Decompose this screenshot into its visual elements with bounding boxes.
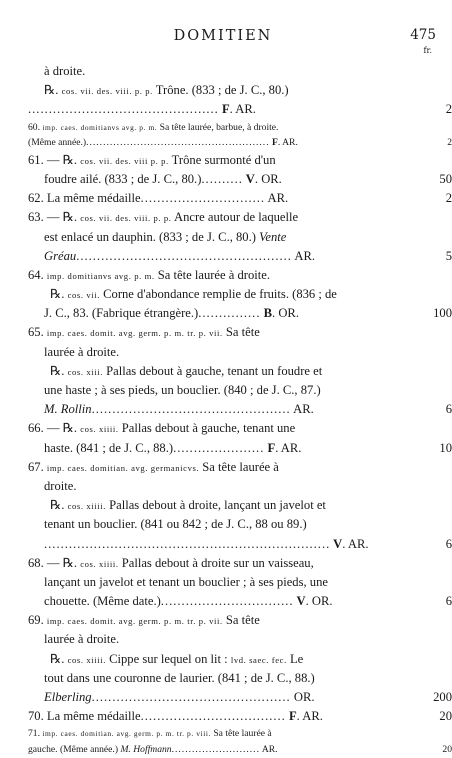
entry-text: une haste ; à ses pieds, un bouclier. (840 ; de J. C., 87.) [44,383,321,397]
entry-text: AR. [290,402,314,417]
entry-text: Ancre autour de laquelle [171,210,299,225]
entry-text: V [242,171,255,186]
entry-text: Cippe sur lequel on lit : [105,651,231,666]
entry-text: foudre ailé. (833 ; de J. C., 80.) [44,171,202,186]
legend-text: lvd. saec. fec. [230,654,287,665]
price-value: 50 [439,171,452,186]
catalogue-line [28,554,426,573]
catalogue-line [28,573,426,592]
catalogue-line [28,419,426,438]
catalogue-line [28,343,426,362]
legend-text: imp. caes. domitian. avg. germanicvs. [46,462,200,473]
catalogue-line [28,151,426,170]
dot-leader: .............................................. [28,102,219,117]
catalogue-line [28,688,452,707]
legend-text: imp. caes. domit. avg. germ. p. m. tr. p. vii. [46,616,223,627]
catalogue-line [28,535,452,554]
catalogue-line [28,611,426,630]
entry-text: 67. [28,459,47,474]
price-value: 20 [442,743,452,755]
entry-text: ℞. [50,498,68,513]
catalogue-line [28,592,452,611]
entry-text: Pallas debout à gauche, tenant une [118,421,296,436]
entry-text: ℞. [50,287,68,302]
dot-leader: ...................... [173,440,265,455]
entry-text: 70. La même médaille [28,709,141,724]
entry-text: . AR. [277,137,298,149]
entry-text: . AR. [296,709,323,724]
entry-text: à droite. [44,64,86,78]
dot-leader: .................................................... [76,248,292,263]
entry-text: droite. [44,478,77,493]
catalogue-line [28,707,452,726]
catalogue-line [28,170,452,189]
price-value: 2 [445,191,452,206]
dot-leader: ................................................ [91,402,291,417]
entry-text: tout dans une couronne de laurier. (841 ; de J. C., 88.) [44,670,315,685]
catalogue-line [28,120,426,136]
catalogue-line [28,62,426,81]
price-value: 2 [445,102,452,117]
legend-text: cos. xiiii. [67,654,106,665]
entry-text: . AR. [342,536,369,551]
entry-text: Elberling [44,690,92,704]
entry-text: B [260,306,273,321]
entry-text: . AR. [229,102,256,117]
entry-text: 69. [28,613,47,628]
legend-text: imp. caes. domitian. avg. germ. p. m. tr. p. viii. [42,729,211,739]
catalogue-line [28,496,426,515]
entry-text: lançant un javelot et tenant un bouclier ; à ses pieds, une [44,574,328,589]
entry-text: F [218,102,230,117]
currency-label: fr. [423,46,432,55]
entry-text: est enlacé un dauphin. (833 ; de J. C., 80.) [44,229,260,244]
entry-text: . OR. [254,171,282,186]
page-number: 475 [410,27,436,43]
catalogue-entries [28,62,452,758]
catalogue-line [28,458,426,477]
entry-text: laurée à droite. [44,344,120,359]
legend-text: cos. xiiii. [80,558,119,569]
entry-text: . AR. [275,440,302,455]
entry-text: ℞. [44,83,62,98]
catalogue-line [28,477,426,496]
entry-text: ℞. [50,651,68,666]
entry-text: Sa tête laurée à [199,459,279,474]
entry-text: AR. [291,248,316,263]
dot-leader: ...................................................... [86,137,270,149]
entry-text: tenant un bouclier. (841 ou 842 ; de J. C., 88 ou 89.) [44,517,307,532]
catalogue-line [28,362,426,381]
catalogue-line [28,135,452,151]
catalogue-line [28,381,426,400]
catalogue-line [28,669,426,688]
entry-text: . OR. [305,594,333,609]
catalogue-line [28,285,426,304]
catalogue-line [28,81,426,100]
entry-text: Sa tête [222,613,260,628]
catalogue-line [28,266,426,285]
price-value: 20 [439,709,452,724]
entry-text: Trône surmonté d'un [168,152,276,167]
dot-leader: ................................ [160,594,294,609]
catalogue-line [28,439,452,458]
entry-text: Pallas debout à gauche, tenant un foudre et [102,363,323,378]
entry-text: AR. [259,743,278,755]
entry-text: 63. — ℞. [28,210,81,225]
catalogue-line [28,323,426,342]
dot-leader: ..................................................................... [44,536,331,551]
entry-text: Sa tête laurée à [210,728,272,740]
legend-text: cos. vii. des. viii. p. p. [80,213,172,224]
entry-text: OR. [290,690,315,704]
entry-text: gauche. (Même année.) [28,743,121,755]
dot-leader: ................................... [140,709,286,724]
entry-text: (Même année.) [28,137,87,149]
catalogue-line [28,247,452,266]
catalogue-line [28,208,426,227]
legend-text: imp. caes. domit. avg. germ. p. m. tr. p. vii. [46,328,223,339]
entry-text: 66. — ℞. [28,421,81,436]
entry-text: . OR. [272,306,299,321]
catalogue-line [28,742,452,758]
legend-text: cos. xiiii. [80,424,119,435]
legend-text: imp. domitianvs avg. p. m. [46,270,155,281]
entry-text: 64. [28,267,47,282]
price-value: 10 [439,440,452,455]
price-value: 6 [445,536,452,551]
catalogue-line [28,304,452,323]
catalogue-line [28,726,426,742]
dot-leader: .............................. [140,191,266,206]
entry-text: V [330,536,343,551]
price-value: 6 [445,594,452,609]
legend-text: cos. vii. [67,290,100,301]
entry-text: 68. — ℞. [28,555,81,570]
entry-text: Pallas debout à droite, lançant un javelot et [105,498,326,513]
catalogue-line [28,100,452,119]
legend-text: imp. caes. domitianvs avg. p. m. [42,122,158,132]
entry-text: Vente [259,229,287,244]
entry-text: 61. — ℞. [28,152,81,167]
running-title: DOMITIEN [173,28,273,44]
catalogue-line [28,515,426,534]
entry-text: 62. La même médaille [28,191,141,206]
entry-text: laurée à droite. [44,632,120,647]
entry-text: M. Rollin [44,402,92,417]
entry-text: Gréau [44,248,77,263]
entry-text: F [285,709,297,724]
legend-text: cos. xiii. [67,366,103,377]
catalogue-line [28,630,426,649]
entry-text: Sa tête [222,325,260,340]
entry-text: Sa tête laurée, barbue, à droite. [157,121,279,133]
entry-text: ℞. [50,363,68,378]
entry-text: chouette. (Même date.) [44,594,161,609]
catalogue-line [28,228,426,247]
dot-leader: ............... [198,306,261,321]
entry-text: J. C., 83. (Fabrique étrangère.) [44,306,199,321]
price-value: 6 [445,402,452,417]
price-value: 100 [433,306,452,321]
entry-text: 71. [28,728,43,740]
entry-text: 60. [28,121,43,133]
entry-text: AR. [265,191,289,206]
price-value: 5 [445,248,452,263]
catalogue-line [28,650,426,669]
dot-leader: .......... [201,171,243,186]
entry-text: Corne d'abondance remplie de fruits. (836 ; de [99,287,337,302]
entry-text: Le [286,651,304,666]
entry-text: Trône. (833 ; de J. C., 80.) [152,83,289,98]
legend-text: cos. vii. des. viii. p. p. [61,86,153,97]
catalogue-line [28,189,452,208]
price-value: 200 [433,690,452,704]
entry-text: 65. [28,325,47,340]
entry-text: Pallas debout à droite sur un vaisseau, [118,555,314,570]
entry-text: Sa tête laurée à droite. [154,267,271,282]
entry-text: M. Hoffmann [120,743,172,755]
entry-text: F [264,440,276,455]
entry-text: haste. (841 ; de J. C., 88.) [44,440,174,455]
dot-leader: ................................................ [91,690,291,704]
dot-leader: .......................... [171,743,260,755]
catalogue-line [28,400,452,419]
legend-text: cos. xiiii. [67,501,106,512]
entry-text: V [293,594,306,609]
price-value: 2 [447,137,452,149]
entry-text: F [269,137,278,149]
legend-text: cos. vii. des. viii p. p. [80,155,169,166]
